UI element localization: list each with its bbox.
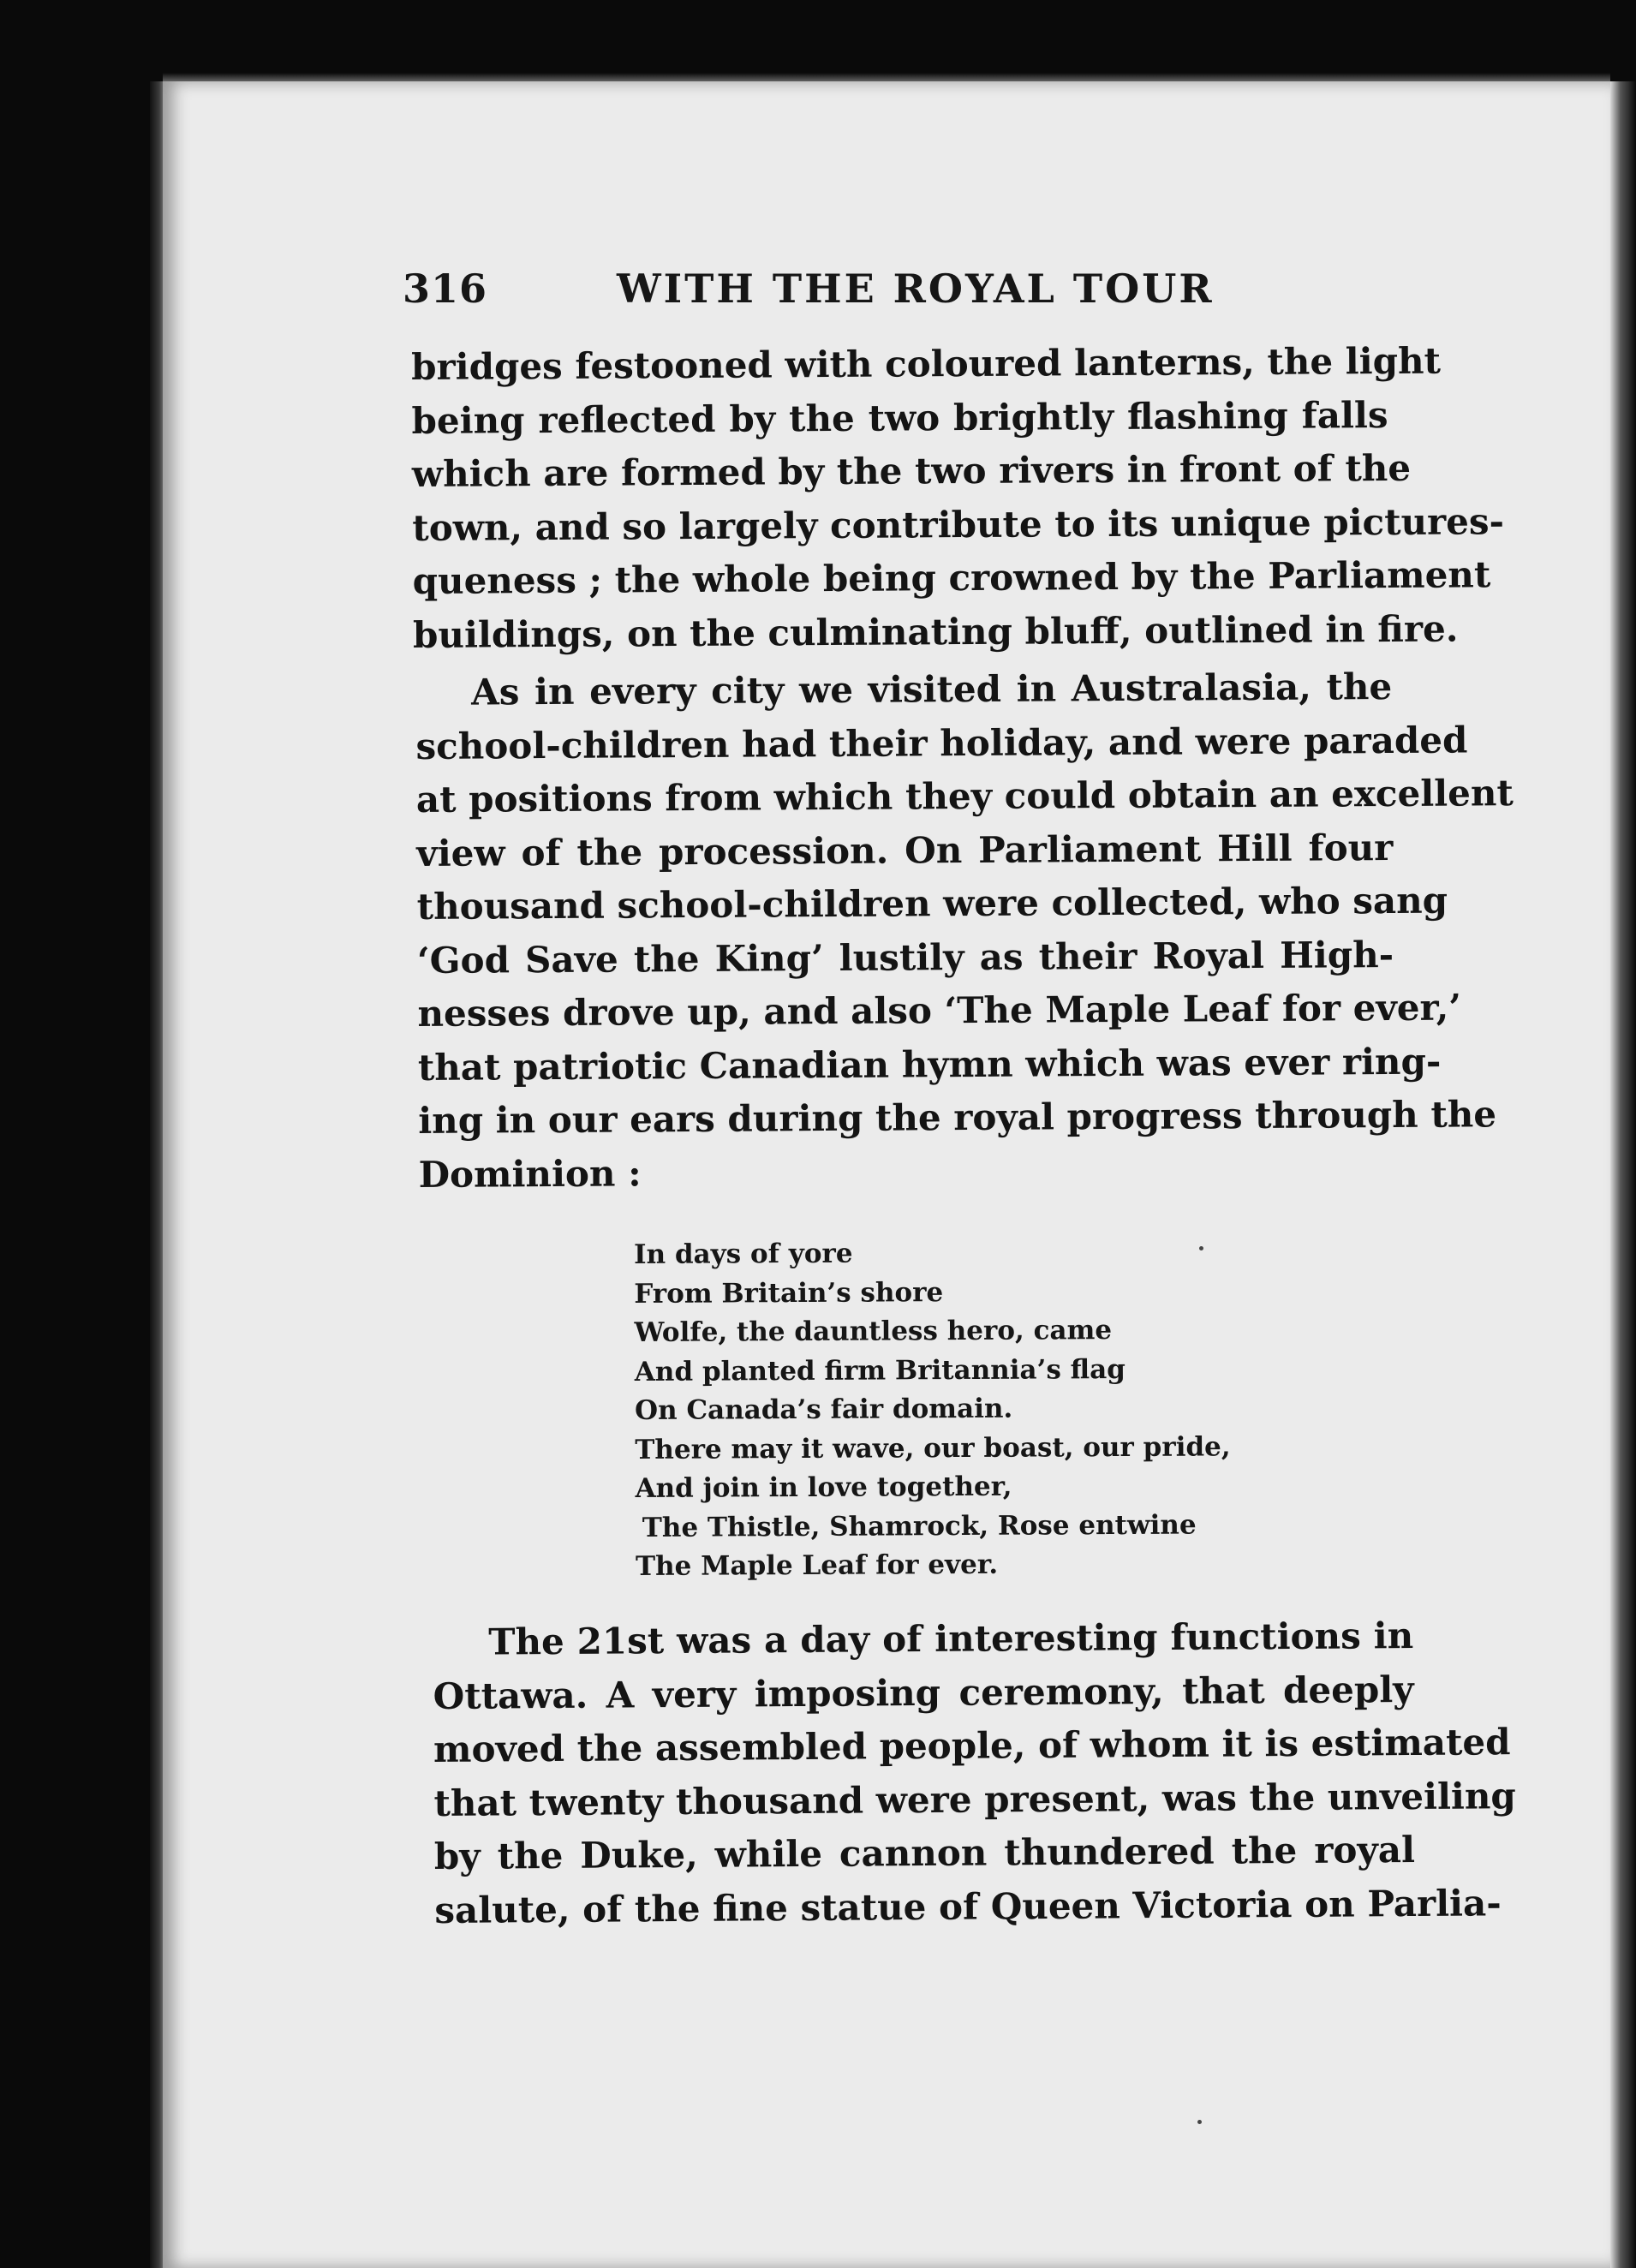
text-line: view of the procession. On Parliament Hill four: [416, 826, 1394, 874]
running-title: WITH THE ROYAL TOUR: [617, 266, 1215, 312]
text-line: that twenty thousand were present, was the unveiling: [433, 1774, 1516, 1824]
poem-verse: The Maple Leaf for ever.: [635, 1549, 999, 1582]
poem-verse: The Thistle, Shamrock, Rose entwine: [642, 1509, 1197, 1543]
text-line: bridges festooned with coloured lanterns, the light: [411, 339, 1442, 388]
scan-speck: [1199, 1246, 1203, 1250]
text-line: school-children had their holiday, and were paraded: [415, 718, 1468, 767]
text-line: by the Duke, while cannon thundered the royal: [433, 1829, 1416, 1877]
paragraph-2: [415, 660, 1514, 1202]
text-line: ing in our ears during the royal progress through the: [418, 1093, 1497, 1142]
poem-verse: And join in love together,: [635, 1471, 1012, 1504]
poem-stanza: [634, 1232, 1287, 1586]
poem-verse: There may it wave, our boast, our pride,: [635, 1430, 1231, 1465]
text-line: that patriotic Canadian hymn which was ever ring-: [417, 1040, 1442, 1089]
text-line: thousand school-children were collected, who sang: [416, 879, 1448, 928]
page-number: 316: [403, 266, 488, 312]
text-line: salute, of the fine statue of Queen Victoria on Parlia-: [434, 1881, 1502, 1931]
poem-verse: From Britain’s shore: [634, 1276, 944, 1310]
text-line: As in every city we visited in Australasia, the: [471, 665, 1393, 713]
poem-verse: And planted firm Britannia’s flag: [634, 1353, 1126, 1388]
paragraph-3: [433, 1609, 1516, 1937]
text-line: queness ; the whole being crowned by the Parliament: [412, 553, 1491, 602]
scan-speck: [1197, 2120, 1202, 2124]
page-right-edge: [1610, 81, 1636, 2268]
text-line: Dominion :: [418, 1151, 642, 1196]
poem-verse: Wolfe, the dauntless hero, came: [634, 1315, 1113, 1348]
text-line: town, and so largely contribute to its unique pictures-: [412, 499, 1505, 549]
paragraph-1: [411, 335, 1505, 662]
text-line: ‘God Save the King’ lustily as their Royal High-: [416, 933, 1394, 982]
text-line: at positions from which they could obtain an excellent: [415, 772, 1514, 821]
poem-verse: In days of yore: [634, 1238, 853, 1270]
text-line: The 21st was a day of interesting functions in: [488, 1614, 1414, 1663]
poem-verse: On Canada’s fair domain.: [634, 1393, 1013, 1426]
text-line: which are formed by the two rivers in front of the: [411, 446, 1412, 495]
text-line: nesses drove up, and also ‘The Maple Leaf for ever,’: [417, 986, 1462, 1035]
text-line: being reflected by the two brightly flashing falls: [411, 393, 1388, 442]
text-line: moved the assembled people, of whom it is estimated: [433, 1721, 1511, 1770]
text-line: buildings, on the culminating bluff, outlined in fire.: [412, 607, 1459, 656]
running-head: [403, 257, 1413, 325]
text-line: Ottawa. A very imposing ceremony, that deeply: [433, 1668, 1414, 1717]
